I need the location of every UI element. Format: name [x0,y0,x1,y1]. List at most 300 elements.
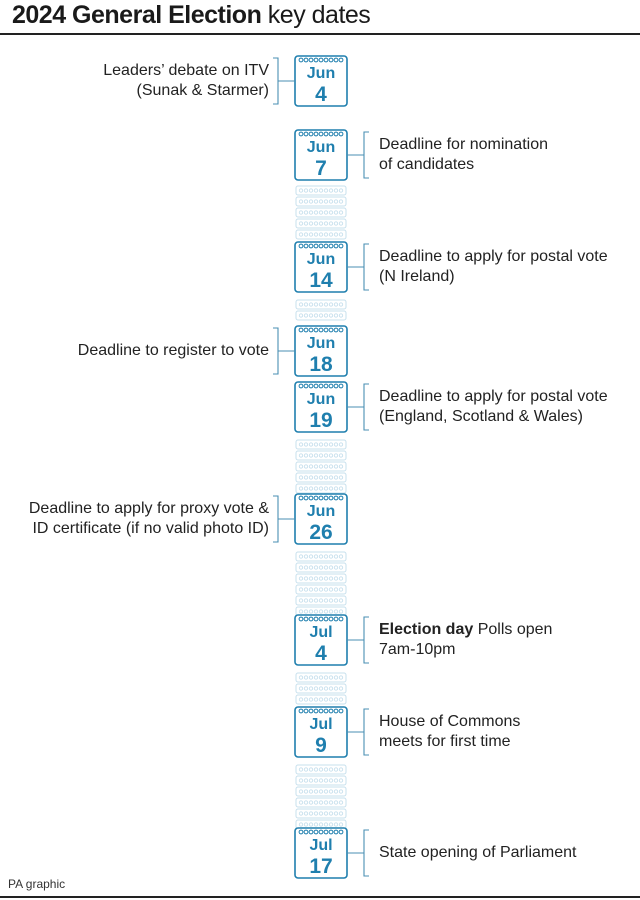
calendar-date-jun-19 [295,382,369,432]
event-label-text: (N Ireland) [379,268,455,285]
ghost-ring [314,768,317,771]
ghost-ring [319,687,322,690]
ghost-ring [299,676,302,679]
ghost-ring [324,200,327,203]
calendar-day: 18 [309,353,333,376]
ghost-ring [304,487,307,490]
calendar-date-jun-7 [295,130,369,180]
ghost-ring [299,801,302,804]
ghost-ring [324,801,327,804]
ghost-ring [309,577,312,580]
ghost-ring [299,233,302,236]
ghost-ring [309,790,312,793]
ghost-ring [319,189,322,192]
calendar-date-jun-26 [273,494,347,544]
ghost-ring [314,189,317,192]
ghost-ring [314,222,317,225]
calendar-month: Jun [306,251,336,268]
ghost-ring [324,676,327,679]
ghost-ring [299,823,302,826]
label-bracket [347,709,369,755]
label-bracket [347,384,369,430]
ghost-ring [339,189,342,192]
calendar-date-jun-14 [295,242,369,292]
ghost-ring [329,610,332,613]
ghost-ring [339,610,342,613]
ghost-ring [324,487,327,490]
event-label-line [379,712,520,732]
ghost-ring [314,303,317,306]
ghost-ring [329,189,332,192]
ghost-ring [324,443,327,446]
ghost-ring [309,823,312,826]
ghost-ring [329,454,332,457]
ghost-ring [309,211,312,214]
ghost-ring [314,200,317,203]
ghost-ring [329,790,332,793]
ghost-ring [324,465,327,468]
ghost-ring [334,599,337,602]
ghost-ring [319,588,322,591]
ghost-ring [334,790,337,793]
event-label [379,843,576,863]
calendar-day: 9 [315,734,327,757]
ghost-ring [304,454,307,457]
ghost-ring [324,211,327,214]
ghost-ring [299,189,302,192]
ghost-calendar-page [296,776,346,785]
calendar-month: Jun [306,503,336,520]
ghost-ring [309,454,312,457]
ghost-ring [334,222,337,225]
ghost-ring [339,454,342,457]
ghost-ring [309,801,312,804]
calendar-day: 26 [309,521,333,544]
event-label [379,387,608,427]
ghost-ring [334,687,337,690]
calendar-date-jul-4 [295,615,369,665]
ghost-ring [309,487,312,490]
ghost-calendar-page [296,798,346,807]
ghost-ring [334,801,337,804]
ghost-ring [314,790,317,793]
event-label-line [379,407,608,427]
ghost-ring [319,801,322,804]
ghost-calendar-stack [296,440,346,493]
ghost-ring [309,599,312,602]
ghost-ring [304,588,307,591]
ghost-calendar-stack [296,186,346,239]
ghost-ring [324,768,327,771]
ghost-ring [324,566,327,569]
event-label [29,499,269,539]
ghost-ring [309,698,312,701]
calendar-day: 19 [309,409,333,432]
ghost-ring [319,566,322,569]
ghost-ring [299,610,302,613]
event-label-line [379,247,608,267]
event-label-line [103,81,269,101]
ghost-ring [304,555,307,558]
ghost-ring [339,465,342,468]
ghost-ring [299,465,302,468]
event-label-line [379,732,520,752]
ghost-ring [329,577,332,580]
ghost-ring [339,233,342,236]
ghost-ring [339,779,342,782]
ghost-calendar-page [296,186,346,195]
ghost-ring [334,454,337,457]
ghost-ring [334,823,337,826]
event-label-text: House of Commons [379,713,521,730]
event-label-text: Leaders’ debate on ITV [103,62,269,79]
ghost-ring [299,555,302,558]
ghost-ring [299,790,302,793]
ghost-calendar-page [296,684,346,693]
event-label-line [379,843,576,863]
ghost-ring [319,577,322,580]
ghost-ring [309,566,312,569]
ghost-ring [339,768,342,771]
event-label-line [379,640,552,660]
ghost-ring [319,790,322,793]
ghost-ring [304,566,307,569]
ghost-ring [339,698,342,701]
ghost-ring [319,812,322,815]
ghost-ring [304,599,307,602]
ghost-ring [304,768,307,771]
event-label-text: Deadline to apply for proxy vote & [28,500,269,517]
ghost-ring [339,487,342,490]
event-label [379,247,608,287]
ghost-ring [334,233,337,236]
calendar-day: 14 [309,269,333,292]
label-bracket [347,132,369,178]
ghost-calendar-page [296,787,346,796]
ghost-ring [299,812,302,815]
ghost-ring [319,698,322,701]
ghost-ring [339,443,342,446]
ghost-ring [314,823,317,826]
ghost-ring [319,476,322,479]
ghost-ring [334,189,337,192]
ghost-ring [329,823,332,826]
ghost-ring [329,314,332,317]
ghost-ring [339,588,342,591]
event-label [379,712,520,752]
ghost-ring [309,588,312,591]
ghost-ring [319,768,322,771]
event-label-line [379,267,608,287]
ghost-ring [309,189,312,192]
ghost-ring [319,555,322,558]
calendar-date-jun-18 [273,326,347,376]
ghost-ring [324,454,327,457]
event-label-line [29,499,269,519]
ghost-ring [329,599,332,602]
ghost-ring [334,812,337,815]
ghost-ring [319,211,322,214]
ghost-ring [304,233,307,236]
event-label-text: Deadline to register to vote [77,342,269,359]
ghost-calendar-stack [296,765,346,829]
ghost-ring [339,812,342,815]
ghost-calendar-page [296,585,346,594]
ghost-ring [329,801,332,804]
ghost-ring [324,555,327,558]
calendar-month: Jun [306,65,336,82]
ghost-ring [334,779,337,782]
ghost-ring [339,790,342,793]
ghost-ring [299,476,302,479]
ghost-ring [314,779,317,782]
ghost-ring [339,211,342,214]
ghost-ring [309,768,312,771]
ghost-ring [339,687,342,690]
ghost-ring [304,314,307,317]
ghost-ring [314,211,317,214]
ghost-calendar-page [296,484,346,493]
ghost-ring [309,779,312,782]
calendar-date-jul-9 [295,707,369,757]
event-label [379,135,548,175]
ghost-ring [324,599,327,602]
ghost-calendar-page [296,596,346,605]
ghost-calendar-page [296,208,346,217]
event-label-text: State opening of Parliament [379,844,577,861]
ghost-ring [329,211,332,214]
event-label-bold: Election day [379,621,474,638]
ghost-calendar-page [296,765,346,774]
ghost-calendar-page [296,300,346,309]
ghost-ring [314,465,317,468]
ghost-calendar-page [296,473,346,482]
ghost-ring [314,233,317,236]
ghost-ring [309,687,312,690]
ghost-ring [304,676,307,679]
ghost-ring [314,698,317,701]
ghost-ring [339,801,342,804]
ghost-ring [329,687,332,690]
event-label-text: Deadline to apply for postal vote [379,388,608,405]
ghost-ring [334,768,337,771]
ghost-ring [314,812,317,815]
ghost-ring [314,577,317,580]
calendar-month: Jul [309,837,333,854]
ghost-ring [319,465,322,468]
ghost-ring [309,476,312,479]
ghost-ring [304,779,307,782]
ghost-ring [309,233,312,236]
ghost-ring [309,676,312,679]
ghost-ring [299,577,302,580]
label-bracket [273,328,295,374]
ghost-ring [314,599,317,602]
ghost-ring [334,314,337,317]
ghost-ring [339,476,342,479]
ghost-ring [314,476,317,479]
ghost-ring [319,314,322,317]
ghost-ring [329,768,332,771]
ghost-ring [329,465,332,468]
ghost-calendar-page [296,451,346,460]
ghost-ring [329,698,332,701]
ghost-ring [299,588,302,591]
event-label-line [29,519,269,539]
ghost-ring [304,698,307,701]
footer-credit: PA graphic [8,877,66,891]
ghost-ring [309,610,312,613]
ghost-ring [314,443,317,446]
ghost-calendar-page [296,219,346,228]
ghost-ring [324,189,327,192]
ghost-ring [324,698,327,701]
ghost-ring [329,487,332,490]
ghost-ring [314,314,317,317]
ghost-ring [309,200,312,203]
ghost-ring [334,577,337,580]
calendar-day: 4 [315,642,327,665]
ghost-ring [329,303,332,306]
ghost-ring [339,555,342,558]
ghost-ring [309,314,312,317]
ghost-ring [299,687,302,690]
ghost-ring [314,676,317,679]
ghost-ring [304,189,307,192]
event-label-line [379,387,608,407]
event-label-line [103,61,269,81]
ghost-ring [334,476,337,479]
ghost-ring [304,200,307,203]
ghost-calendar-page [296,462,346,471]
ghost-ring [299,698,302,701]
calendar-date-jun-4 [273,56,347,106]
event-label-line [379,620,552,640]
title-bold: 2024 General Election [12,1,262,29]
ghost-ring [304,443,307,446]
ghost-ring [334,443,337,446]
ghost-ring [329,443,332,446]
ghost-ring [334,588,337,591]
event-label-line [379,135,548,155]
bottom-rule [0,896,640,898]
ghost-ring [329,812,332,815]
ghost-ring [314,487,317,490]
ghost-ring [299,768,302,771]
ghost-ring [324,610,327,613]
ghost-calendar-page [296,695,346,704]
event-label-text: ID certificate (if no valid photo ID) [32,520,269,537]
ghost-ring [309,465,312,468]
ghost-ring [314,588,317,591]
ghost-ring [304,577,307,580]
ghost-ring [339,222,342,225]
ghost-ring [319,487,322,490]
ghost-ring [304,812,307,815]
ghost-ring [329,588,332,591]
calendar-date-jul-17 [295,828,369,878]
ghost-ring [324,823,327,826]
ghost-ring [334,200,337,203]
ghost-calendar-page [296,552,346,561]
ghost-ring [324,588,327,591]
event-label-text: of candidates [379,156,475,173]
ghost-ring [314,454,317,457]
ghost-ring [304,790,307,793]
ghost-ring [314,610,317,613]
label-bracket [273,496,295,542]
ghost-ring [304,211,307,214]
event-label-line [78,341,269,361]
ghost-ring [304,222,307,225]
event-label [78,341,269,361]
ghost-ring [304,465,307,468]
calendar-month: Jun [306,335,336,352]
ghost-ring [319,823,322,826]
ghost-ring [339,599,342,602]
event-label-text: (Sunak & Starmer) [136,82,269,99]
ghost-ring [324,779,327,782]
ghost-ring [329,779,332,782]
ghost-ring [334,698,337,701]
ghost-ring [334,676,337,679]
ghost-ring [314,687,317,690]
ghost-ring [324,233,327,236]
ghost-calendar-page [296,574,346,583]
ghost-ring [319,233,322,236]
ghost-ring [304,476,307,479]
ghost-ring [329,222,332,225]
ghost-ring [309,555,312,558]
ghost-ring [339,566,342,569]
ghost-ring [299,211,302,214]
ghost-calendar-page [296,197,346,206]
event-label-text: meets for first time [379,733,511,750]
ghost-ring [309,303,312,306]
ghost-ring [334,487,337,490]
ghost-ring [299,222,302,225]
ghost-ring [334,465,337,468]
ghost-ring [299,566,302,569]
label-bracket [273,58,295,104]
ghost-ring [299,200,302,203]
ghost-ring [339,676,342,679]
ghost-ring [334,566,337,569]
ghost-ring [299,779,302,782]
ghost-ring [329,200,332,203]
calendar-month: Jun [306,391,336,408]
ghost-ring [339,314,342,317]
calendar-month: Jun [306,139,336,156]
ghost-calendar-stack [296,300,346,320]
title-rest: key dates [261,1,371,29]
ghost-ring [319,610,322,613]
ghost-calendar-page [296,230,346,239]
event-label-text: Deadline for nomination [379,136,548,153]
ghost-ring [339,823,342,826]
ghost-ring [309,812,312,815]
ghost-ring [304,610,307,613]
ghost-ring [324,577,327,580]
calendar-day: 7 [315,157,327,180]
ghost-ring [334,610,337,613]
ghost-ring [319,303,322,306]
calendar-day: 17 [309,855,333,878]
calendar-month: Jul [309,624,333,641]
ghost-calendar-stack [296,673,346,704]
ghost-ring [324,314,327,317]
ghost-ring [319,454,322,457]
